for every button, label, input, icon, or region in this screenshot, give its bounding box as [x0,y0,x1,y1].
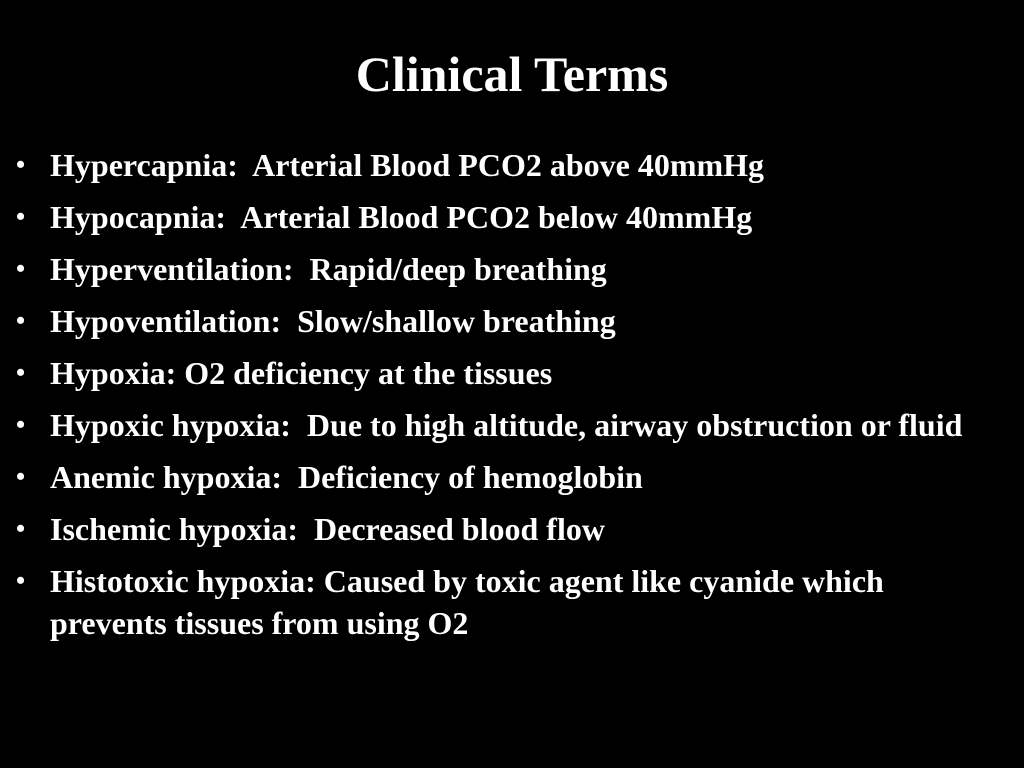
bullet-icon: • [16,150,26,179]
bullet-text-hypocapnia: Hypocapnia: Arterial Blood PCO2 below 40mmHg [50,199,753,235]
bullet-list [14,144,994,654]
bullet-icon: • [16,410,26,439]
bullet-icon: • [16,254,26,283]
list-item [14,404,994,446]
bullet-text-hypoxic-hypoxia: Hypoxic hypoxia: Due to high altitude, airway obstruction or fluid [50,407,963,443]
list-item [14,300,994,342]
list-item [14,352,994,394]
bullet-text-hypoventilation: Hypoventilation: Slow/shallow breathing [50,303,616,339]
slide-title: Clinical Terms [355,46,669,102]
bullet-text-ischemic-hypoxia: Ischemic hypoxia: Decreased blood flow [50,511,605,547]
bullet-icon: • [16,358,26,387]
bullet-icon: • [16,566,26,595]
bullet-text-histotoxic-hypoxia: Histotoxic hypoxia: Caused by toxic agent like cyanide which prevents tissues from using O2 [50,563,892,641]
list-item [14,560,994,644]
bullet-icon: • [16,202,26,231]
list-item [14,508,994,550]
list-item [14,144,994,186]
list-item [14,456,994,498]
bullet-text-hypoxia: Hypoxia: O2 deficiency at the tissues [50,355,553,391]
bullet-text-anemic-hypoxia: Anemic hypoxia: Deficiency of hemoglobin [50,459,643,495]
bullet-icon: • [16,514,26,543]
list-item [14,196,994,238]
bullet-icon: • [16,306,26,335]
bullet-icon: • [16,462,26,491]
bullet-text-hypercapnia: Hypercapnia: Arterial Blood PCO2 above 40mmHg [50,147,765,183]
bullet-text-hyperventilation: Hyperventilation: Rapid/deep breathing [50,251,607,287]
list-item [14,248,994,290]
